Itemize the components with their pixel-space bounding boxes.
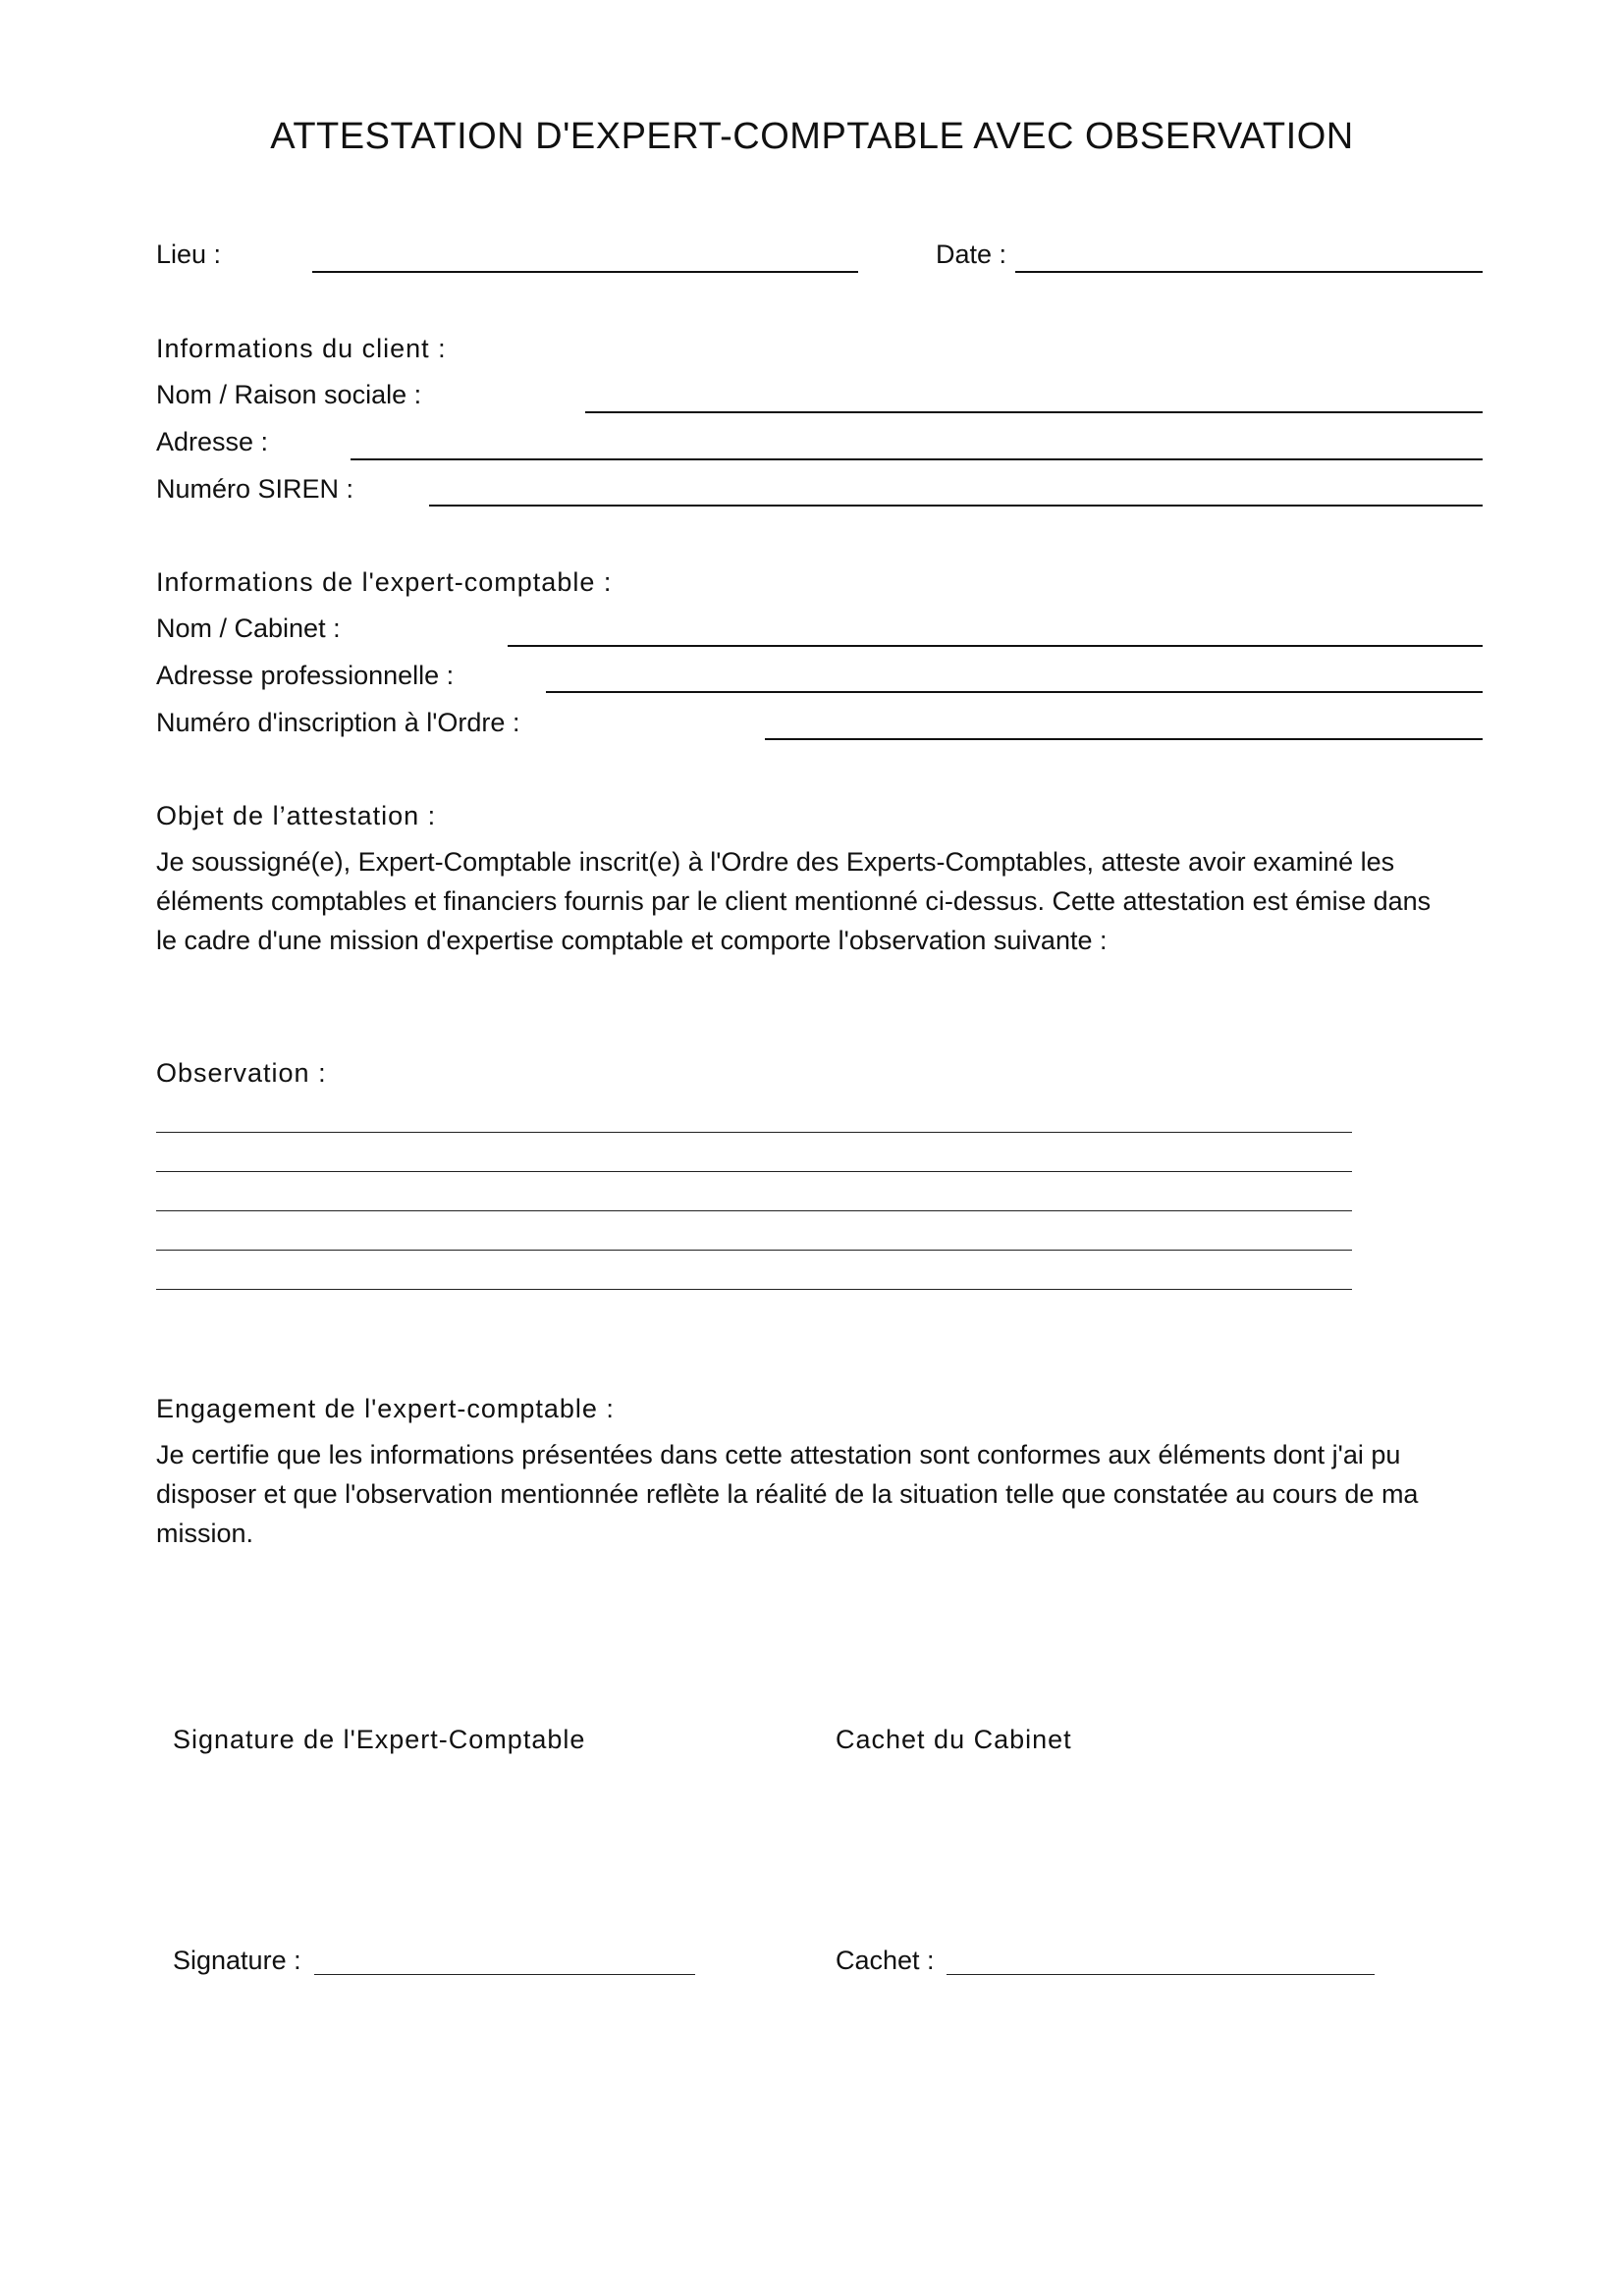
client-heading: Informations du client : (156, 334, 447, 363)
date-label: Date : (936, 240, 1007, 269)
accountant-name-field[interactable] (508, 645, 1483, 647)
signature-field[interactable] (314, 1974, 695, 1975)
signature-label: Signature : (173, 1946, 301, 1975)
accountant-address-label: Adresse professionnelle : (156, 661, 455, 690)
date-field[interactable] (1015, 271, 1483, 273)
lieu-field[interactable] (312, 271, 858, 273)
commitment-paragraph (156, 1435, 1491, 1553)
commitment-heading: Engagement de l'expert-comptable : (156, 1394, 615, 1423)
observation-line[interactable] (156, 1210, 1352, 1211)
observation-line[interactable] (156, 1132, 1352, 1133)
accountant-order-label: Numéro d'inscription à l'Ordre : (156, 708, 520, 737)
observation-line[interactable] (156, 1289, 1352, 1290)
client-name-field[interactable] (585, 411, 1483, 413)
accountant-address-field[interactable] (546, 691, 1483, 693)
client-address-field[interactable] (351, 458, 1483, 460)
stamp-heading: Cachet du Cabinet (836, 1725, 1072, 1754)
purpose-line: éléments comptables et financiers fournis par le client mentionné ci-dessus. Cette attestation est émise dans (156, 886, 1432, 916)
commitment-line: disposer et que l'observation mentionnée reflète la réalité de la situation telle que constatée au cours de ma (156, 1479, 1419, 1509)
client-siren-field[interactable] (429, 505, 1483, 507)
commitment-line: mission. (156, 1519, 254, 1548)
accountant-heading: Informations de l'expert-comptable : (156, 567, 613, 597)
purpose-line: Je soussigné(e), Expert-Comptable inscrit(e) à l'Ordre des Experts-Comptables, atteste avoir examiné les (156, 847, 1395, 877)
purpose-paragraph (156, 842, 1491, 960)
observation-line[interactable] (156, 1250, 1352, 1251)
document-title: ATTESTATION D'EXPERT-COMPTABLE AVEC OBSERVATION (270, 116, 1354, 157)
purpose-heading: Objet de l’attestation : (156, 801, 437, 830)
accountant-name-label: Nom / Cabinet : (156, 614, 341, 643)
client-siren-label: Numéro SIREN : (156, 474, 354, 504)
observation-heading: Observation : (156, 1058, 327, 1088)
purpose-line: le cadre d'une mission d'expertise comptable et comporte l'observation suivante : (156, 926, 1108, 955)
client-name-label: Nom / Raison sociale : (156, 380, 422, 409)
signature-heading: Signature de l'Expert-Comptable (173, 1725, 586, 1754)
client-address-label: Adresse : (156, 427, 269, 456)
accountant-order-field[interactable] (765, 738, 1483, 740)
commitment-line: Je certifie que les informations présentées dans cette attestation sont conformes aux éléments dont j'ai pu (156, 1440, 1401, 1469)
observation-line[interactable] (156, 1171, 1352, 1172)
lieu-label: Lieu : (156, 240, 222, 269)
stamp-label: Cachet : (836, 1946, 935, 1975)
stamp-field[interactable] (947, 1974, 1375, 1975)
